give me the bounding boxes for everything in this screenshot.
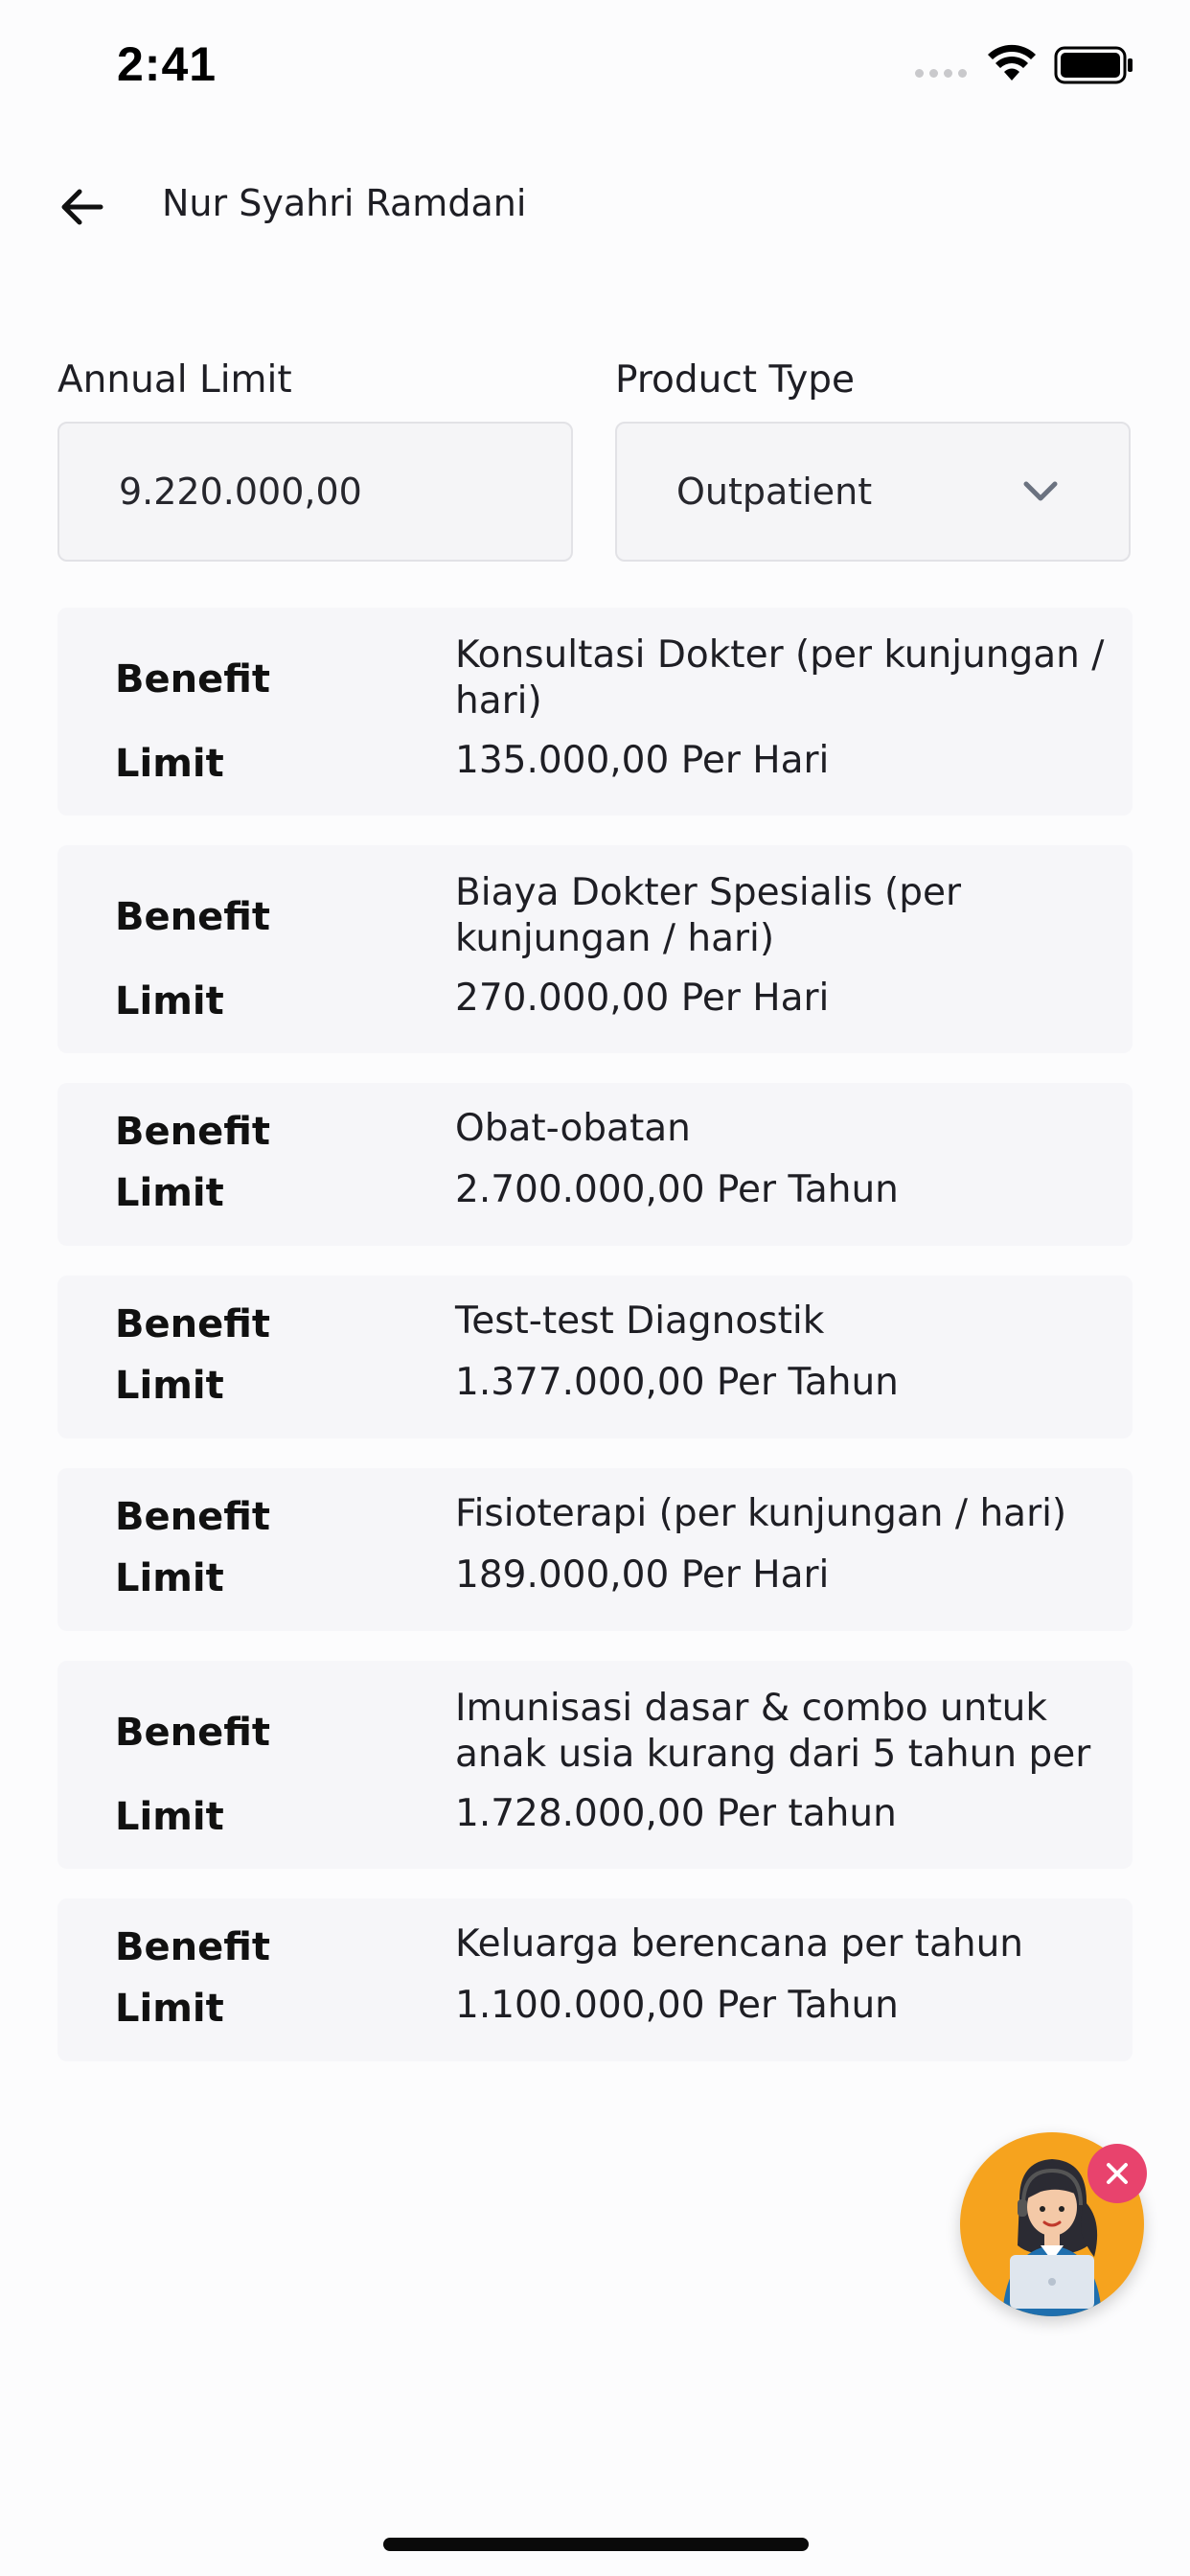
benefit-value: Imunisasi dasar & combo untuk anak usia kurang dari 5 tahun per: [455, 1687, 1091, 1776]
benefit-card: [57, 1468, 1133, 1631]
chevron-down-icon: [1021, 479, 1060, 504]
benefit-card: [57, 1276, 1133, 1438]
benefit-card: [57, 608, 1133, 816]
benefit-label: Benefit: [115, 1711, 270, 1755]
limit-label: Limit: [115, 1364, 224, 1408]
benefit-card: [57, 1083, 1133, 1246]
limit-value: 189.000,00 Per Hari: [455, 1553, 830, 1597]
annual-limit-label: Annual Limit: [57, 358, 292, 402]
limit-value: 135.000,00 Per Hari: [455, 739, 830, 782]
benefit-value: Keluarga berencana per tahun: [455, 1922, 1023, 1966]
limit-value: 2.700.000,00 Per Tahun: [455, 1168, 899, 1211]
product-type-select[interactable]: [615, 422, 1131, 562]
product-type-label: Product Type: [615, 358, 856, 402]
annual-limit-field[interactable]: [57, 422, 573, 562]
benefit-list: [57, 608, 1133, 2091]
limit-value: 1.100.000,00 Per Tahun: [455, 1984, 899, 2027]
back-button[interactable]: [48, 178, 115, 236]
limit-value: 1.377.000,00 Per Tahun: [455, 1361, 899, 1404]
limit-value: 1.728.000,00 Per tahun: [455, 1792, 897, 1835]
benefit-value: Biaya Dokter Spesialis (per kunjungan / hari): [455, 871, 962, 960]
limit-label: Limit: [115, 1556, 224, 1600]
cellular-signal-icon: [915, 69, 967, 78]
limit-label: Limit: [115, 979, 224, 1024]
benefit-label: Benefit: [115, 1495, 270, 1539]
benefit-value: Test-test Diagnostik: [455, 1300, 825, 1343]
benefit-label: Benefit: [115, 1925, 270, 1969]
limit-value: 270.000,00 Per Hari: [455, 977, 830, 1020]
limit-label: Limit: [115, 1171, 224, 1215]
limit-label: Limit: [115, 1987, 224, 2031]
limit-label: Limit: [115, 742, 224, 786]
page-title: Nur Syahri Ramdani: [162, 182, 527, 224]
product-type-value: Outpatient: [676, 471, 873, 513]
wifi-icon: [987, 44, 1037, 82]
benefit-label: Benefit: [115, 1110, 270, 1154]
home-indicator: [383, 2538, 809, 2551]
benefit-value: Obat-obatan: [455, 1107, 691, 1150]
battery-icon: [1054, 46, 1134, 84]
benefit-label: Benefit: [115, 895, 270, 939]
benefit-card: [57, 845, 1133, 1053]
benefit-label: Benefit: [115, 657, 270, 702]
close-assistant-button[interactable]: [1087, 2144, 1147, 2203]
benefit-card: [57, 1898, 1133, 2061]
benefit-value: Konsultasi Dokter (per kunjungan / hari): [455, 633, 1105, 723]
annual-limit-value: 9.220.000,00: [119, 471, 362, 513]
close-icon: [1105, 2161, 1130, 2186]
benefit-card: [57, 1661, 1133, 1869]
limit-label: Limit: [115, 1795, 224, 1839]
arrow-left-icon: [58, 188, 104, 226]
status-time: 2:41: [117, 37, 217, 91]
benefit-value: Fisioterapi (per kunjungan / hari): [455, 1492, 1067, 1535]
benefit-label: Benefit: [115, 1302, 270, 1346]
